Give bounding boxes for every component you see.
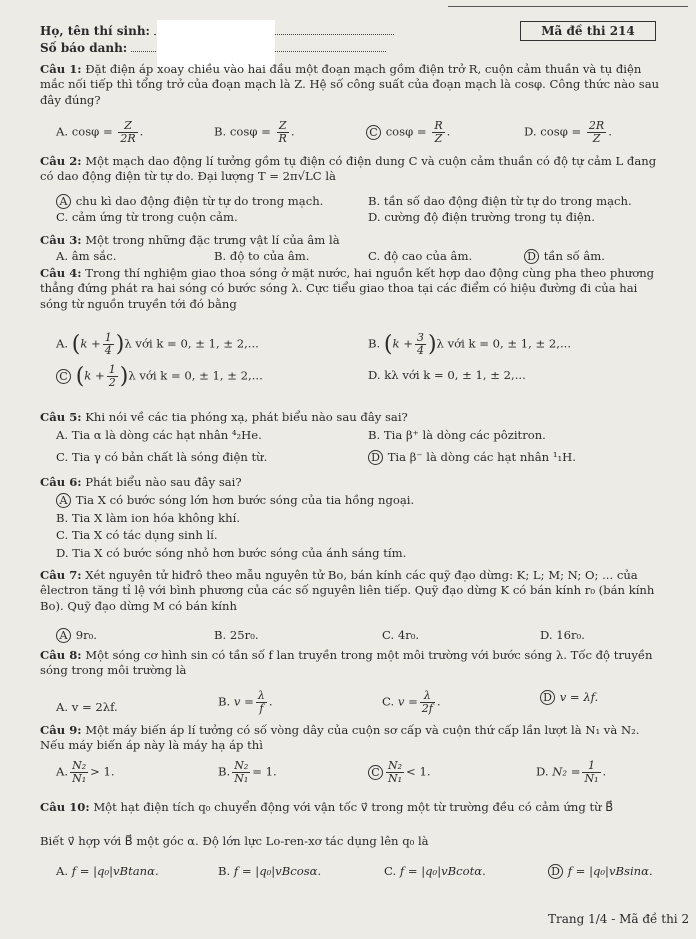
page-footer: Trang 1/4 - Mã đề thi 2 [548,912,690,926]
question-10: Câu 10: Một hạt điện tích q₀ chuyển động với vận tốc v⃗ trong một từ trường đều có cảm ứng từ B⃗ [40,800,614,814]
q3-option-b[interactable]: B. độ to của âm. [214,249,310,263]
q8-option-b[interactable]: B. v = $\frac{\lambda}{f}$ . [218,689,273,715]
question-7: Câu 7: Xét nguyên tử hiđrô theo mẫu nguyên tử Bo, bán kính các quỹ đạo dừng: K; L; M; N; O; ... của êlectron tăng tỉ lệ với bình phương của các số nguyên liên tiếp. Quỹ đạo dừng K có bán kính r₀ (bán kính Bo). Quỹ đạo dừng M có bán kính [40,568,655,613]
q2-option-c[interactable]: C. cảm ứng từ trong cuộn cảm. [56,210,238,224]
q10-option-a[interactable]: A. f = |q₀|vBtanα. [56,864,159,878]
q4-option-c[interactable]: C (k + $\frac{1}{2}$ )λ với k = 0, ± 1, ± 2,... [56,362,263,391]
q9-option-a[interactable]: A. $\frac{\text{N₂}}{\text{N₁}}$ > 1. [56,759,115,785]
q2-option-b[interactable]: B. tần số dao động điện từ tự do trong mạch. [368,194,632,208]
q3-option-d[interactable]: D tần số âm. [524,249,605,264]
q7-option-a[interactable]: A 9r₀. [56,628,97,643]
question-10-text-2: Biết v⃗ hợp với B⃗ một góc α. Độ lớn lực Lo-ren-xơ tác dụng lên q₀ là [40,834,429,848]
q6-option-c[interactable]: C. Tia X có tác dụng sinh lí. [56,528,218,542]
q7-option-c[interactable]: C. 4r₀. [382,628,420,642]
top-rule [448,6,688,7]
q10-option-c[interactable]: C. f = |q₀|vBcotα. [384,864,486,878]
q4-option-d[interactable]: D. kλ với k = 0, ± 1, ± 2,... [368,368,526,382]
q8-option-a[interactable]: A. v = 2λf. [56,700,118,714]
q9-option-b[interactable]: B. $\frac{\text{N₂}}{\text{N₁}}$ = 1. [218,759,277,785]
q5-option-a[interactable]: A. Tia α là dòng các hạt nhân ⁴₂He. [56,428,262,442]
q1-option-b[interactable]: B. cosφ = $\frac{Z}{R}$ . [214,119,295,145]
name-label: Họ, tên thí sinh: [40,24,150,38]
question-5: Câu 5: Khi nói về các tia phóng xạ, phát biểu nào sau đây sai? [40,410,408,424]
q6-option-d[interactable]: D. Tia X có bước sóng nhỏ hơn bước sóng của ánh sáng tím. [56,546,407,560]
q6-option-b[interactable]: B. Tia X làm ion hóa không khí. [56,511,240,525]
q2-option-a[interactable]: A chu kì dao động điện từ tự do trong mạch. [56,194,323,209]
question-2: Câu 2: Một mạch dao động lí tưởng gồm tụ điện có điện dung C và cuộn cảm thuần có độ tự cảm L đang có dao động điện từ tự do. Đại lượng T = 2π√LC là [40,154,657,184]
question-text: Một mạch dao động lí tưởng gồm tụ điện có điện dung C và cuộn cảm thuần có độ tự cảm L đang có dao động điện từ tự do. Đại lượng T = 2π√LC là [40,154,657,184]
q9-option-c[interactable]: C $\frac{\text{N₂}}{\text{N₁}}$ < 1. [368,760,431,785]
q5-option-b[interactable]: B. Tia β⁺ là dòng các pôzitron. [368,428,546,442]
q4-option-b[interactable]: B. (k + $\frac{3}{4}$ )λ với k = 0, ± 1, ± 2,... [368,331,572,358]
exam-code-box: Mã đề thi 214 [520,21,656,41]
q1-option-c[interactable]: C cosφ = $\frac{R}{Z}$ . [366,120,450,145]
question-number: Câu 1: [40,62,82,76]
question-8: Câu 8: Một sóng cơ hình sin có tần số f lan truyền trong một môi trường với bước sóng λ. Tốc độ truyền sóng trong môi trường là [40,648,653,678]
q7-option-d[interactable]: D. 16r₀. [540,628,585,642]
q5-option-c[interactable]: C. Tia γ có bản chất là sóng điện từ. [56,450,268,464]
q2-option-d[interactable]: D. cường độ điện trường trong tụ điện. [368,210,595,224]
q8-option-d[interactable]: D v = λf. [540,690,598,705]
q10-option-d[interactable]: D f = |q₀|vBsinα. [548,864,653,879]
q3-option-c[interactable]: C. độ cao của âm. [368,249,473,263]
question-text: Đặt điện áp xoay chiều vào hai đầu một đoạn mạch gồm điện trở R, cuộn cảm thuần và tụ điện mắc nối tiếp thì tổng trở của đoạn mạch là Z. Hệ số công suất của đoạn mạch là cosφ. Công thức nào sau đây đúng? [40,62,660,107]
q8-option-c[interactable]: C. v = $\frac{\lambda}{2f}$ . [382,689,441,715]
question-3: Câu 3: Một trong những đặc trưng vật lí của âm là [40,233,340,247]
question-4: Câu 4: Trong thí nghiệm giao thoa sóng ở mặt nước, hai nguồn kết hợp dao động cùng pha theo phương thẳng đứng phát ra hai sóng có bước sóng λ. Cực tiểu giao thoa tại các điểm có hiệu đường đi của hai sóng từ nguồn truyền tới đó bằng [40,266,655,311]
q1-option-d[interactable]: D. cosφ = $\frac{2R}{Z}$ . [524,119,612,145]
q9-option-d[interactable]: D. N₂ = $\frac{1}{\text{N₁}}$ . [536,759,607,785]
question-1 [40,62,665,108]
question-6: Câu 6: Phát biểu nào sau đây sai? [40,475,242,489]
q3-option-a[interactable]: A. âm sắc. [56,249,117,263]
q6-option-a[interactable]: A Tia X có bước sóng lớn hơn bước sóng của tia hồng ngoại. [56,493,414,508]
q7-option-b[interactable]: B. 25r₀. [214,628,259,642]
q4-option-a[interactable]: A. (k + $\frac{1}{4}$ )λ với k = 0, ± 1, ± 2,... [56,331,259,358]
id-label: Số báo danh: [40,41,128,55]
question-9: Câu 9: Một máy biến áp lí tưởng có số vòng dây của cuộn sơ cấp và cuộn thứ cấp lần lượt là N₁ và N₂. Nếu máy biến áp này là máy hạ áp thì [40,723,640,753]
q5-option-d[interactable]: D Tia β⁻ là dòng các hạt nhân ¹₁H. [368,450,576,465]
q1-option-a[interactable]: A. cosφ = $\frac{Z}{2R}$ . [56,119,144,145]
q10-option-b[interactable]: B. f = |q₀|vBcosα. [218,864,322,878]
